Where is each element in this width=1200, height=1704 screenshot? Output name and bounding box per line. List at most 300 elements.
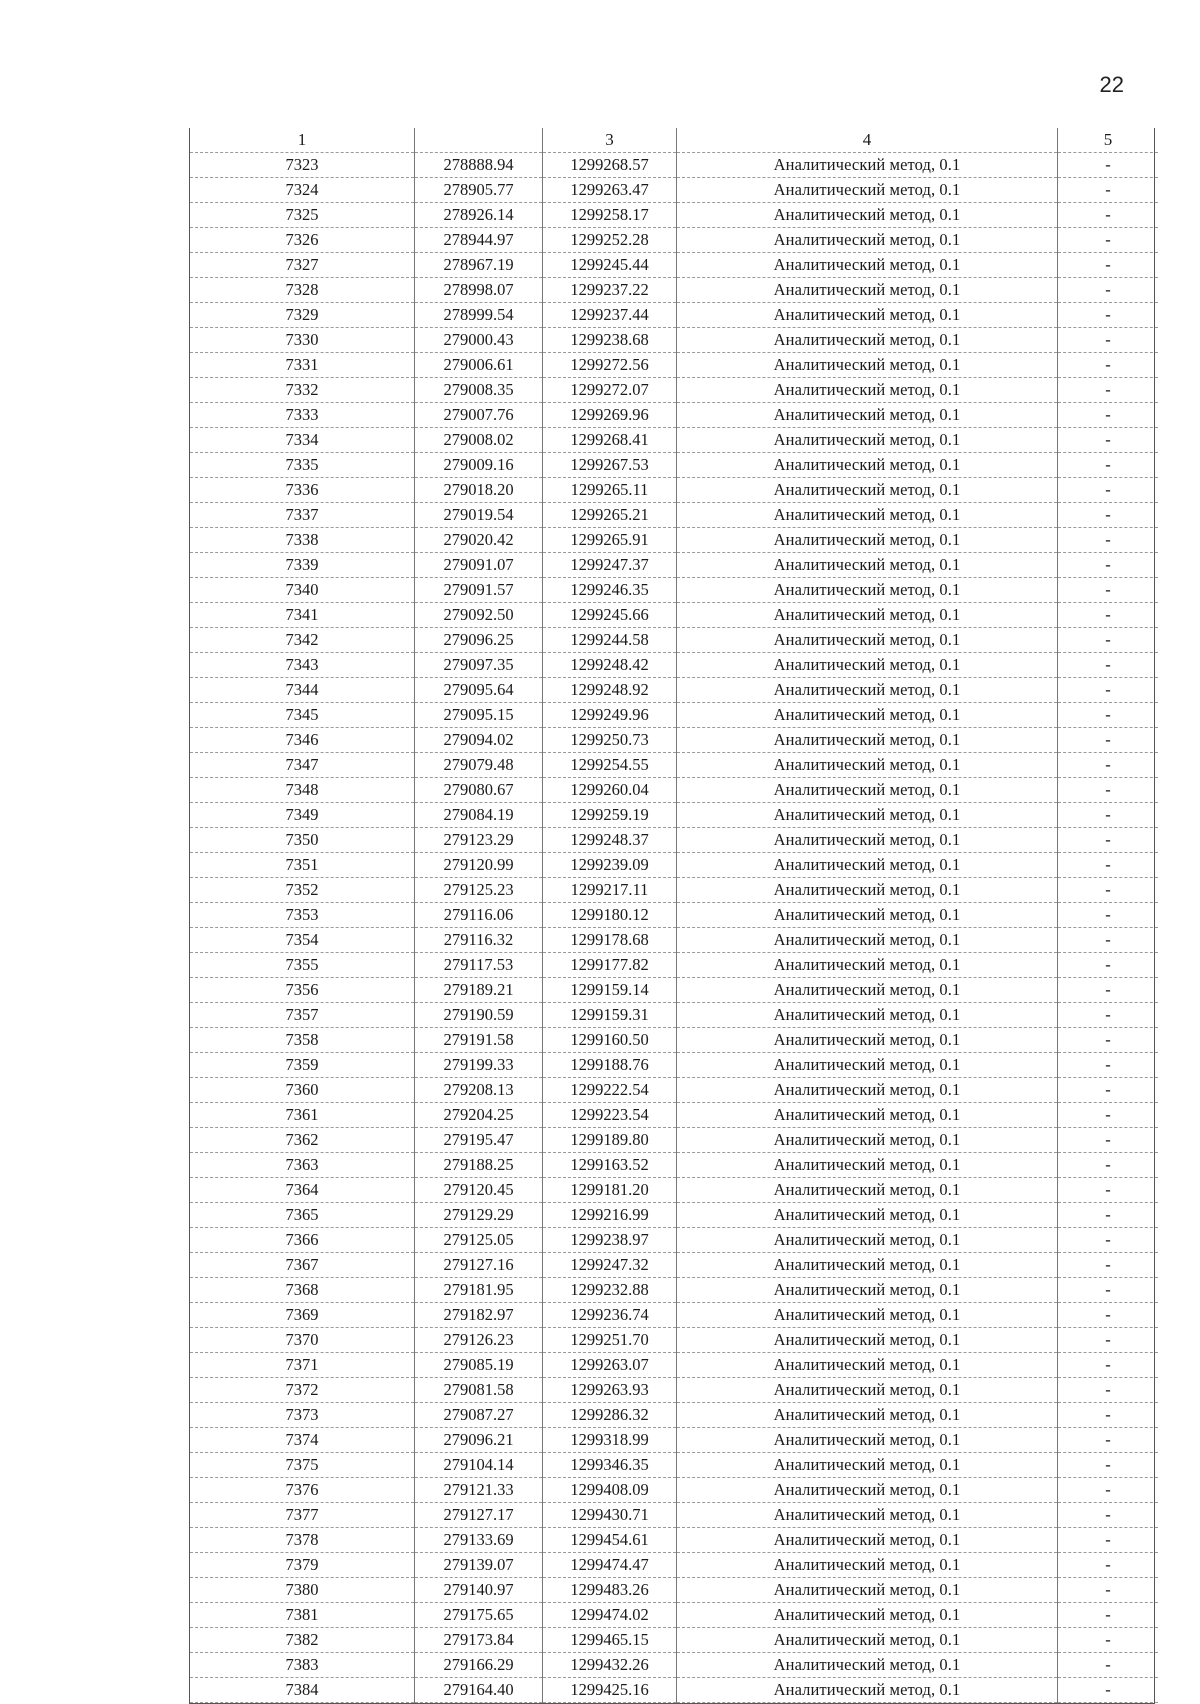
x-coordinate-cell: 278926.14 — [415, 203, 543, 228]
point-number-cell: 7323 — [190, 153, 415, 178]
note-cell: - — [1058, 603, 1159, 628]
point-number-cell: 7338 — [190, 528, 415, 553]
method-cell: Аналитический метод, 0.1 — [677, 1603, 1058, 1628]
method-cell: Аналитический метод, 0.1 — [677, 1303, 1058, 1328]
method-cell: Аналитический метод, 0.1 — [677, 528, 1058, 553]
y-coordinate-cell: 1299177.82 — [543, 953, 677, 978]
point-number-cell: 7336 — [190, 478, 415, 503]
method-cell: Аналитический метод, 0.1 — [677, 153, 1058, 178]
y-coordinate-cell: 1299248.37 — [543, 828, 677, 853]
y-coordinate-cell: 1299216.99 — [543, 1203, 677, 1228]
point-number-cell: 7339 — [190, 553, 415, 578]
method-cell: Аналитический метод, 0.1 — [677, 1478, 1058, 1503]
y-coordinate-cell: 1299159.14 — [543, 978, 677, 1003]
y-coordinate-cell: 1299249.96 — [543, 703, 677, 728]
y-coordinate-cell: 1299188.76 — [543, 1053, 677, 1078]
note-cell: - — [1058, 778, 1159, 803]
x-coordinate-cell: 279125.23 — [415, 878, 543, 903]
x-coordinate-cell: 279126.23 — [415, 1328, 543, 1353]
note-cell: - — [1058, 1428, 1159, 1453]
table-row — [190, 428, 1158, 453]
table-row — [190, 1203, 1158, 1228]
method-cell: Аналитический метод, 0.1 — [677, 1503, 1058, 1528]
x-coordinate-cell: 279092.50 — [415, 603, 543, 628]
method-cell: Аналитический метод, 0.1 — [677, 803, 1058, 828]
x-coordinate-cell: 279173.84 — [415, 1628, 543, 1653]
x-coordinate-cell: 279166.29 — [415, 1653, 543, 1678]
y-coordinate-cell: 1299408.09 — [543, 1478, 677, 1503]
method-cell: Аналитический метод, 0.1 — [677, 1203, 1058, 1228]
x-coordinate-cell: 279080.67 — [415, 778, 543, 803]
note-cell: - — [1058, 703, 1159, 728]
x-coordinate-cell: 279009.16 — [415, 453, 543, 478]
y-coordinate-cell: 1299217.11 — [543, 878, 677, 903]
coordinates-table-frame — [189, 128, 1155, 1704]
table-row — [190, 828, 1158, 853]
x-coordinate-cell: 279006.61 — [415, 353, 543, 378]
note-cell: - — [1058, 478, 1159, 503]
x-coordinate-cell: 279116.06 — [415, 903, 543, 928]
coordinates-table — [190, 128, 1158, 1703]
table-row — [190, 1053, 1158, 1078]
method-cell: Аналитический метод, 0.1 — [677, 953, 1058, 978]
y-coordinate-cell: 1299247.37 — [543, 553, 677, 578]
y-coordinate-cell: 1299244.58 — [543, 628, 677, 653]
point-number-cell: 7361 — [190, 1103, 415, 1128]
note-cell: - — [1058, 753, 1159, 778]
method-cell: Аналитический метод, 0.1 — [677, 1653, 1058, 1678]
table-row — [190, 553, 1158, 578]
y-coordinate-cell: 1299252.28 — [543, 228, 677, 253]
x-coordinate-cell: 278905.77 — [415, 178, 543, 203]
note-cell: - — [1058, 1628, 1159, 1653]
table-row — [190, 1603, 1158, 1628]
header-col-4: 4 — [677, 128, 1058, 153]
method-cell: Аналитический метод, 0.1 — [677, 503, 1058, 528]
point-number-cell: 7368 — [190, 1278, 415, 1303]
table-row — [190, 703, 1158, 728]
method-cell: Аналитический метод, 0.1 — [677, 478, 1058, 503]
note-cell: - — [1058, 1403, 1159, 1428]
table-row — [190, 1153, 1158, 1178]
method-cell: Аналитический метод, 0.1 — [677, 1053, 1058, 1078]
point-number-cell: 7353 — [190, 903, 415, 928]
note-cell: - — [1058, 1653, 1159, 1678]
y-coordinate-cell: 1299269.96 — [543, 403, 677, 428]
note-cell: - — [1058, 1103, 1159, 1128]
method-cell: Аналитический метод, 0.1 — [677, 1528, 1058, 1553]
point-number-cell: 7367 — [190, 1253, 415, 1278]
note-cell: - — [1058, 1353, 1159, 1378]
point-number-cell: 7347 — [190, 753, 415, 778]
y-coordinate-cell: 1299250.73 — [543, 728, 677, 753]
method-cell: Аналитический метод, 0.1 — [677, 1353, 1058, 1378]
header-col-5: 5 — [1058, 128, 1159, 153]
table-row — [190, 253, 1158, 278]
note-cell: - — [1058, 1278, 1159, 1303]
x-coordinate-cell: 279125.05 — [415, 1228, 543, 1253]
note-cell: - — [1058, 1378, 1159, 1403]
point-number-cell: 7345 — [190, 703, 415, 728]
y-coordinate-cell: 1299239.09 — [543, 853, 677, 878]
method-cell: Аналитический метод, 0.1 — [677, 1003, 1058, 1028]
method-cell: Аналитический метод, 0.1 — [677, 428, 1058, 453]
header-col-2 — [415, 128, 543, 153]
table-row — [190, 928, 1158, 953]
point-number-cell: 7351 — [190, 853, 415, 878]
x-coordinate-cell: 279199.33 — [415, 1053, 543, 1078]
note-cell: - — [1058, 1003, 1159, 1028]
y-coordinate-cell: 1299286.32 — [543, 1403, 677, 1428]
table-row — [190, 1003, 1158, 1028]
note-cell: - — [1058, 653, 1159, 678]
method-cell: Аналитический метод, 0.1 — [677, 653, 1058, 678]
y-coordinate-cell: 1299181.20 — [543, 1178, 677, 1203]
point-number-cell: 7383 — [190, 1653, 415, 1678]
y-coordinate-cell: 1299180.12 — [543, 903, 677, 928]
table-header-row — [190, 128, 1158, 153]
method-cell: Аналитический метод, 0.1 — [677, 678, 1058, 703]
table-row — [190, 1028, 1158, 1053]
method-cell: Аналитический метод, 0.1 — [677, 603, 1058, 628]
y-coordinate-cell: 1299159.31 — [543, 1003, 677, 1028]
table-row — [190, 453, 1158, 478]
y-coordinate-cell: 1299223.54 — [543, 1103, 677, 1128]
x-coordinate-cell: 279020.42 — [415, 528, 543, 553]
y-coordinate-cell: 1299318.99 — [543, 1428, 677, 1453]
table-row — [190, 803, 1158, 828]
y-coordinate-cell: 1299189.80 — [543, 1128, 677, 1153]
table-row — [190, 1278, 1158, 1303]
table-row — [190, 1528, 1158, 1553]
point-number-cell: 7364 — [190, 1178, 415, 1203]
point-number-cell: 7331 — [190, 353, 415, 378]
y-coordinate-cell: 1299245.66 — [543, 603, 677, 628]
x-coordinate-cell: 279195.47 — [415, 1128, 543, 1153]
point-number-cell: 7328 — [190, 278, 415, 303]
y-coordinate-cell: 1299246.35 — [543, 578, 677, 603]
method-cell: Аналитический метод, 0.1 — [677, 1578, 1058, 1603]
table-row — [190, 528, 1158, 553]
y-coordinate-cell: 1299465.15 — [543, 1628, 677, 1653]
note-cell: - — [1058, 528, 1159, 553]
y-coordinate-cell: 1299474.47 — [543, 1553, 677, 1578]
table-row — [190, 1078, 1158, 1103]
method-cell: Аналитический метод, 0.1 — [677, 1453, 1058, 1478]
method-cell: Аналитический метод, 0.1 — [677, 1628, 1058, 1653]
method-cell: Аналитический метод, 0.1 — [677, 303, 1058, 328]
x-coordinate-cell: 279120.99 — [415, 853, 543, 878]
table-row — [190, 1103, 1158, 1128]
note-cell: - — [1058, 1253, 1159, 1278]
method-cell: Аналитический метод, 0.1 — [677, 728, 1058, 753]
table-row — [190, 1453, 1158, 1478]
x-coordinate-cell: 279127.16 — [415, 1253, 543, 1278]
table-row — [190, 203, 1158, 228]
x-coordinate-cell: 279019.54 — [415, 503, 543, 528]
table-row — [190, 153, 1158, 178]
x-coordinate-cell: 279104.14 — [415, 1453, 543, 1478]
y-coordinate-cell: 1299483.26 — [543, 1578, 677, 1603]
point-number-cell: 7335 — [190, 453, 415, 478]
y-coordinate-cell: 1299222.54 — [543, 1078, 677, 1103]
point-number-cell: 7354 — [190, 928, 415, 953]
method-cell: Аналитический метод, 0.1 — [677, 1103, 1058, 1128]
note-cell: - — [1058, 278, 1159, 303]
method-cell: Аналитический метод, 0.1 — [677, 328, 1058, 353]
note-cell: - — [1058, 1153, 1159, 1178]
x-coordinate-cell: 278944.97 — [415, 228, 543, 253]
y-coordinate-cell: 1299267.53 — [543, 453, 677, 478]
note-cell: - — [1058, 903, 1159, 928]
note-cell: - — [1058, 1303, 1159, 1328]
point-number-cell: 7384 — [190, 1678, 415, 1703]
note-cell: - — [1058, 1053, 1159, 1078]
x-coordinate-cell: 279117.53 — [415, 953, 543, 978]
note-cell: - — [1058, 1028, 1159, 1053]
y-coordinate-cell: 1299432.26 — [543, 1653, 677, 1678]
note-cell: - — [1058, 953, 1159, 978]
method-cell: Аналитический метод, 0.1 — [677, 778, 1058, 803]
method-cell: Аналитический метод, 0.1 — [677, 1428, 1058, 1453]
point-number-cell: 7330 — [190, 328, 415, 353]
point-number-cell: 7358 — [190, 1028, 415, 1053]
table-row — [190, 903, 1158, 928]
table-row — [190, 978, 1158, 1003]
table-row — [190, 1578, 1158, 1603]
x-coordinate-cell: 279164.40 — [415, 1678, 543, 1703]
method-cell: Аналитический метод, 0.1 — [677, 928, 1058, 953]
x-coordinate-cell: 279091.07 — [415, 553, 543, 578]
point-number-cell: 7341 — [190, 603, 415, 628]
table-row — [190, 1478, 1158, 1503]
point-number-cell: 7342 — [190, 628, 415, 653]
point-number-cell: 7362 — [190, 1128, 415, 1153]
note-cell: - — [1058, 1503, 1159, 1528]
point-number-cell: 7359 — [190, 1053, 415, 1078]
header-col-1: 1 — [190, 128, 415, 153]
x-coordinate-cell: 279123.29 — [415, 828, 543, 853]
y-coordinate-cell: 1299258.17 — [543, 203, 677, 228]
point-number-cell: 7337 — [190, 503, 415, 528]
x-coordinate-cell: 279175.65 — [415, 1603, 543, 1628]
point-number-cell: 7356 — [190, 978, 415, 1003]
table-row — [190, 1178, 1158, 1203]
note-cell: - — [1058, 928, 1159, 953]
note-cell: - — [1058, 1528, 1159, 1553]
point-number-cell: 7379 — [190, 1553, 415, 1578]
method-cell: Аналитический метод, 0.1 — [677, 1253, 1058, 1278]
note-cell: - — [1058, 728, 1159, 753]
y-coordinate-cell: 1299430.71 — [543, 1503, 677, 1528]
note-cell: - — [1058, 1478, 1159, 1503]
y-coordinate-cell: 1299247.32 — [543, 1253, 677, 1278]
point-number-cell: 7360 — [190, 1078, 415, 1103]
x-coordinate-cell: 279139.07 — [415, 1553, 543, 1578]
table-row — [190, 1378, 1158, 1403]
y-coordinate-cell: 1299245.44 — [543, 253, 677, 278]
y-coordinate-cell: 1299263.93 — [543, 1378, 677, 1403]
x-coordinate-cell: 279140.97 — [415, 1578, 543, 1603]
y-coordinate-cell: 1299160.50 — [543, 1028, 677, 1053]
method-cell: Аналитический метод, 0.1 — [677, 1228, 1058, 1253]
note-cell: - — [1058, 428, 1159, 453]
point-number-cell: 7329 — [190, 303, 415, 328]
table-row — [190, 1428, 1158, 1453]
method-cell: Аналитический метод, 0.1 — [677, 1028, 1058, 1053]
y-coordinate-cell: 1299260.04 — [543, 778, 677, 803]
point-number-cell: 7365 — [190, 1203, 415, 1228]
page-number: 22 — [1099, 72, 1124, 97]
point-number-cell: 7352 — [190, 878, 415, 903]
note-cell: - — [1058, 628, 1159, 653]
note-cell: - — [1058, 253, 1159, 278]
x-coordinate-cell: 279116.32 — [415, 928, 543, 953]
x-coordinate-cell: 279095.15 — [415, 703, 543, 728]
table-row — [190, 953, 1158, 978]
x-coordinate-cell: 279000.43 — [415, 328, 543, 353]
x-coordinate-cell: 279085.19 — [415, 1353, 543, 1378]
x-coordinate-cell: 279008.35 — [415, 378, 543, 403]
x-coordinate-cell: 279121.33 — [415, 1478, 543, 1503]
point-number-cell: 7325 — [190, 203, 415, 228]
note-cell: - — [1058, 978, 1159, 1003]
point-number-cell: 7363 — [190, 1153, 415, 1178]
y-coordinate-cell: 1299265.91 — [543, 528, 677, 553]
x-coordinate-cell: 279204.25 — [415, 1103, 543, 1128]
table-row — [190, 1503, 1158, 1528]
x-coordinate-cell: 279007.76 — [415, 403, 543, 428]
point-number-cell: 7333 — [190, 403, 415, 428]
x-coordinate-cell: 279095.64 — [415, 678, 543, 703]
note-cell: - — [1058, 228, 1159, 253]
note-cell: - — [1058, 1603, 1159, 1628]
point-number-cell: 7350 — [190, 828, 415, 853]
note-cell: - — [1058, 203, 1159, 228]
header-col-3: 3 — [543, 128, 677, 153]
y-coordinate-cell: 1299346.35 — [543, 1453, 677, 1478]
note-cell: - — [1058, 503, 1159, 528]
point-number-cell: 7343 — [190, 653, 415, 678]
table-row — [190, 1328, 1158, 1353]
note-cell: - — [1058, 1553, 1159, 1578]
y-coordinate-cell: 1299237.44 — [543, 303, 677, 328]
note-cell: - — [1058, 553, 1159, 578]
note-cell: - — [1058, 1578, 1159, 1603]
method-cell: Аналитический метод, 0.1 — [677, 203, 1058, 228]
x-coordinate-cell: 279182.97 — [415, 1303, 543, 1328]
table-row — [190, 378, 1158, 403]
y-coordinate-cell: 1299268.41 — [543, 428, 677, 453]
table-row — [190, 228, 1158, 253]
table-row — [190, 353, 1158, 378]
point-number-cell: 7332 — [190, 378, 415, 403]
method-cell: Аналитический метод, 0.1 — [677, 353, 1058, 378]
note-cell: - — [1058, 1453, 1159, 1478]
point-number-cell: 7346 — [190, 728, 415, 753]
method-cell: Аналитический метод, 0.1 — [677, 1078, 1058, 1103]
method-cell: Аналитический метод, 0.1 — [677, 553, 1058, 578]
table-row — [190, 853, 1158, 878]
table-row — [190, 328, 1158, 353]
y-coordinate-cell: 1299268.57 — [543, 153, 677, 178]
y-coordinate-cell: 1299236.74 — [543, 1303, 677, 1328]
point-number-cell: 7373 — [190, 1403, 415, 1428]
y-coordinate-cell: 1299248.42 — [543, 653, 677, 678]
note-cell: - — [1058, 403, 1159, 428]
table-row — [190, 728, 1158, 753]
table-row — [190, 753, 1158, 778]
method-cell: Аналитический метод, 0.1 — [677, 853, 1058, 878]
point-number-cell: 7372 — [190, 1378, 415, 1403]
method-cell: Аналитический метод, 0.1 — [677, 1553, 1058, 1578]
point-number-cell: 7376 — [190, 1478, 415, 1503]
note-cell: - — [1058, 178, 1159, 203]
table-row — [190, 878, 1158, 903]
table-row — [190, 1353, 1158, 1378]
point-number-cell: 7326 — [190, 228, 415, 253]
method-cell: Аналитический метод, 0.1 — [677, 903, 1058, 928]
table-row — [190, 403, 1158, 428]
x-coordinate-cell: 279096.21 — [415, 1428, 543, 1453]
x-coordinate-cell: 278999.54 — [415, 303, 543, 328]
y-coordinate-cell: 1299178.68 — [543, 928, 677, 953]
method-cell: Аналитический метод, 0.1 — [677, 828, 1058, 853]
x-coordinate-cell: 279129.29 — [415, 1203, 543, 1228]
table-row — [190, 178, 1158, 203]
method-cell: Аналитический метод, 0.1 — [677, 1678, 1058, 1703]
note-cell: - — [1058, 453, 1159, 478]
point-number-cell: 7370 — [190, 1328, 415, 1353]
x-coordinate-cell: 279208.13 — [415, 1078, 543, 1103]
y-coordinate-cell: 1299265.21 — [543, 503, 677, 528]
table-row — [190, 478, 1158, 503]
point-number-cell: 7382 — [190, 1628, 415, 1653]
table-row — [190, 1303, 1158, 1328]
method-cell: Аналитический метод, 0.1 — [677, 878, 1058, 903]
table-row — [190, 1653, 1158, 1678]
table-row — [190, 503, 1158, 528]
x-coordinate-cell: 279191.58 — [415, 1028, 543, 1053]
point-number-cell: 7324 — [190, 178, 415, 203]
x-coordinate-cell: 279133.69 — [415, 1528, 543, 1553]
method-cell: Аналитический метод, 0.1 — [677, 1378, 1058, 1403]
x-coordinate-cell: 279188.25 — [415, 1153, 543, 1178]
method-cell: Аналитический метод, 0.1 — [677, 1153, 1058, 1178]
table-row — [190, 578, 1158, 603]
table-row — [190, 1228, 1158, 1253]
y-coordinate-cell: 1299238.97 — [543, 1228, 677, 1253]
point-number-cell: 7366 — [190, 1228, 415, 1253]
point-number-cell: 7380 — [190, 1578, 415, 1603]
method-cell: Аналитический метод, 0.1 — [677, 753, 1058, 778]
note-cell: - — [1058, 1178, 1159, 1203]
point-number-cell: 7371 — [190, 1353, 415, 1378]
method-cell: Аналитический метод, 0.1 — [677, 1328, 1058, 1353]
table-row — [190, 278, 1158, 303]
note-cell: - — [1058, 1128, 1159, 1153]
y-coordinate-cell: 1299272.56 — [543, 353, 677, 378]
y-coordinate-cell: 1299265.11 — [543, 478, 677, 503]
note-cell: - — [1058, 578, 1159, 603]
x-coordinate-cell: 278967.19 — [415, 253, 543, 278]
y-coordinate-cell: 1299237.22 — [543, 278, 677, 303]
y-coordinate-cell: 1299163.52 — [543, 1153, 677, 1178]
x-coordinate-cell: 279084.19 — [415, 803, 543, 828]
point-number-cell: 7381 — [190, 1603, 415, 1628]
point-number-cell: 7327 — [190, 253, 415, 278]
point-number-cell: 7357 — [190, 1003, 415, 1028]
